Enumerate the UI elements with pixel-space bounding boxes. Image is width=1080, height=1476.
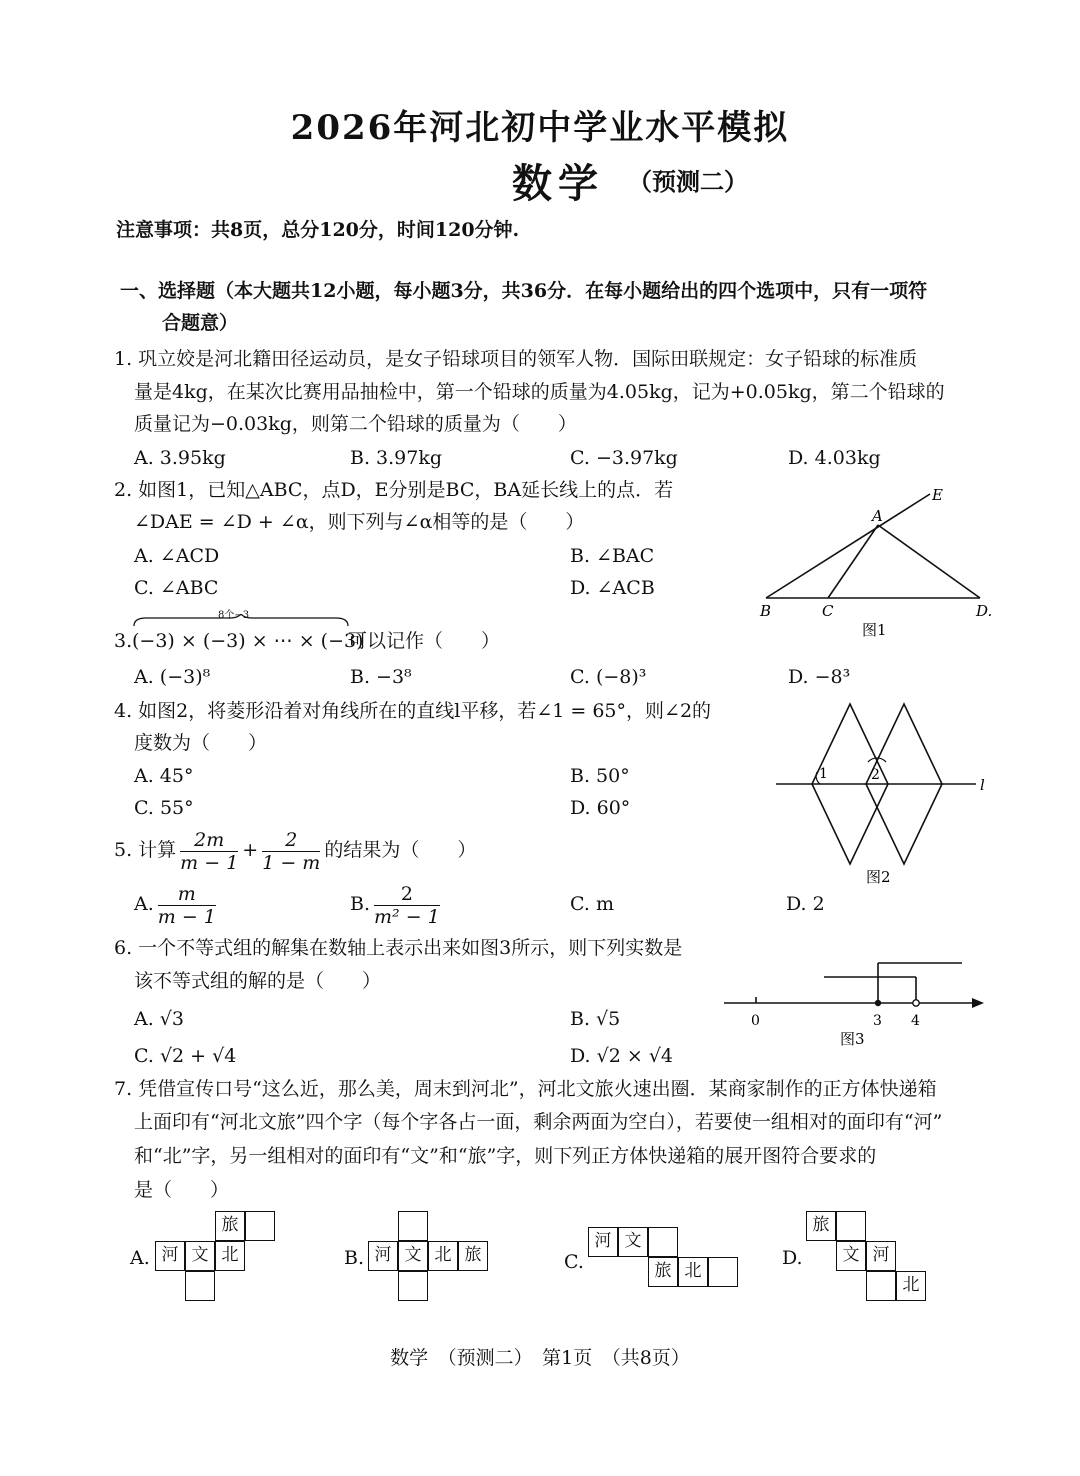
figure2-caption: 图2 bbox=[866, 868, 891, 886]
q4-option-a[interactable]: A. 45° bbox=[134, 765, 194, 787]
label-a: A bbox=[872, 507, 883, 525]
q4-option-c[interactable]: C. 55° bbox=[134, 797, 194, 819]
q5-option-b-fraction bbox=[374, 883, 440, 928]
q3-option-c[interactable]: C. (−8)³ bbox=[570, 666, 647, 688]
face-blank bbox=[398, 1211, 428, 1241]
point-3 bbox=[875, 1000, 881, 1006]
q5-option-a-label: A. bbox=[134, 893, 154, 915]
q6-option-d[interactable]: D. √2 × √4 bbox=[570, 1045, 674, 1067]
q6-line2: 该不等式组的解的是（ ） bbox=[134, 970, 382, 992]
subject-title: 数学 bbox=[512, 160, 604, 207]
face-bei: 北 bbox=[428, 1241, 458, 1271]
face-blank bbox=[866, 1271, 896, 1301]
q5-fraction-2 bbox=[262, 829, 320, 874]
q7-option-d-label[interactable]: D. bbox=[782, 1247, 803, 1269]
page-footer: 数学 （预测二） 第1页 （共8页） bbox=[390, 1347, 690, 1369]
q6-line1: 6. 一个不等式组的解集在数轴上表示出来如图3所示，则下列实数是 bbox=[114, 937, 683, 959]
q3-brace-label: 8个−3 bbox=[218, 610, 250, 621]
face-wen: 文 bbox=[618, 1227, 648, 1257]
angle2-label: 2 bbox=[871, 767, 880, 783]
point-4 bbox=[913, 1000, 919, 1006]
q3-stem: 可以记作（ ） bbox=[348, 630, 501, 652]
q5-suffix: 的结果为（ ） bbox=[324, 839, 477, 861]
q6-option-b[interactable]: B. √5 bbox=[570, 1008, 621, 1030]
q5-prefix: 5. 计算 bbox=[114, 839, 177, 861]
q5-fraction-1-num: 2m bbox=[180, 829, 238, 852]
q5-option-d[interactable]: D. 2 bbox=[786, 893, 825, 915]
q5-option-b[interactable] bbox=[350, 878, 444, 930]
section-heading-cont: 合题意） bbox=[162, 312, 239, 334]
edition-label: （预测二） bbox=[628, 167, 748, 196]
q2-line1: 2. 如图1，已知△ABC，点D，E分别是BC，BA延长线上的点．若 bbox=[114, 479, 674, 501]
q7-option-a-label[interactable]: A. bbox=[130, 1247, 150, 1269]
line-be bbox=[766, 494, 930, 598]
q3-option-d[interactable]: D. −8³ bbox=[788, 666, 851, 688]
q1-line2: 量是4kg，在某次比赛用品抽检中，第一个铅球的质量为4.05kg，记为+0.05kg，第二个铅球的 bbox=[134, 381, 945, 403]
q2-option-c[interactable]: C. ∠ABC bbox=[134, 577, 219, 599]
q5-option-b-den: m² − 1 bbox=[374, 905, 440, 928]
q7-line4: 是（ ） bbox=[134, 1179, 230, 1201]
face-lv: 旅 bbox=[215, 1211, 245, 1241]
q7-line3: 和“北”字，另一组相对的面印有“文”和“旅”字，则下列正方体快递箱的展开图符合要求的 bbox=[134, 1145, 877, 1167]
q2-option-d[interactable]: D. ∠ACB bbox=[570, 577, 655, 599]
q7-line1: 7. 凭借宣传口号“这么近，那么美，周末到河北”，河北文旅火速出圈．某商家制作的正方体快递箱 bbox=[114, 1078, 937, 1100]
q6-option-a[interactable]: A. √3 bbox=[134, 1008, 184, 1030]
angle1-label: 1 bbox=[819, 766, 828, 782]
tick-label-4: 4 bbox=[911, 1013, 920, 1029]
q4-line1: 4. 如图2，将菱形沿着对角线所在的直线l平移，若∠1 = 65°，则∠2的 bbox=[114, 700, 712, 722]
face-wen: 文 bbox=[398, 1241, 428, 1271]
q5-fraction-2-den: 1 − m bbox=[262, 851, 321, 874]
face-he: 河 bbox=[368, 1241, 398, 1271]
figure3-number-line bbox=[716, 955, 986, 1055]
face-wen: 文 bbox=[836, 1241, 866, 1271]
q5-option-b-num: 2 bbox=[374, 883, 440, 906]
q5-fraction-1-den: m − 1 bbox=[180, 851, 239, 874]
q1-option-d[interactable]: D. 4.03kg bbox=[788, 447, 881, 469]
figure1-triangle bbox=[750, 480, 1010, 650]
notice: 注意事项：共8页，总分120分，时间120分钟. bbox=[116, 219, 520, 241]
line-ad bbox=[878, 525, 980, 598]
q5-fraction-2-num: 2 bbox=[262, 829, 320, 852]
line-l-label: l bbox=[980, 776, 985, 794]
q5-option-c[interactable]: C. m bbox=[570, 893, 614, 915]
face-bei: 北 bbox=[678, 1257, 708, 1287]
face-blank bbox=[648, 1227, 678, 1257]
label-c: C bbox=[822, 602, 834, 620]
q6-option-c[interactable]: C. √2 + √4 bbox=[134, 1045, 237, 1067]
figure1-caption: 图1 bbox=[862, 621, 887, 639]
q4-option-d[interactable]: D. 60° bbox=[570, 797, 631, 819]
q5-option-a-num: m bbox=[158, 883, 216, 906]
q3-option-b[interactable]: B. −3⁸ bbox=[350, 666, 412, 688]
q4-option-b[interactable]: B. 50° bbox=[570, 765, 630, 787]
face-blank bbox=[245, 1211, 275, 1241]
q2-option-a[interactable]: A. ∠ACD bbox=[134, 545, 220, 567]
q3-option-a[interactable]: A. (−3)⁸ bbox=[134, 666, 211, 688]
line-ac bbox=[828, 525, 878, 598]
q1-line3: 质量记为−0.03kg，则第二个铅球的质量为（ ） bbox=[134, 413, 577, 435]
figure3-caption: 图3 bbox=[840, 1030, 865, 1048]
face-blank bbox=[398, 1271, 428, 1301]
q7-line2: 上面印有“河北文旅”四个字（每个字各占一面，剩余两面为空白），若要使一组相对的面印有“河” bbox=[134, 1111, 943, 1133]
section-heading: 一、选择题（本大题共12小题，每小题3分，共36分．在每小题给出的四个选项中，只有一项符 bbox=[120, 280, 928, 302]
face-he: 河 bbox=[866, 1241, 896, 1271]
q1-option-c[interactable]: C. −3.97kg bbox=[570, 447, 678, 469]
face-lv: 旅 bbox=[806, 1211, 836, 1241]
q1-option-b[interactable]: B. 3.97kg bbox=[350, 447, 443, 469]
q5-option-a[interactable] bbox=[134, 878, 220, 930]
face-lv: 旅 bbox=[458, 1241, 488, 1271]
label-d: D. bbox=[976, 602, 993, 620]
q5-fraction-1 bbox=[180, 829, 238, 874]
q7-option-c-label[interactable]: C. bbox=[564, 1251, 584, 1273]
face-bei: 北 bbox=[215, 1241, 245, 1271]
q5-option-a-fraction bbox=[158, 883, 216, 928]
label-e: E bbox=[932, 486, 943, 504]
figure2-rhombus bbox=[770, 700, 990, 890]
q4-line2: 度数为（ ） bbox=[134, 732, 268, 754]
q1-line1: 1. 巩立姣是河北籍田径运动员，是女子铅球项目的领军人物．国际田联规定：女子铅球的标准质 bbox=[114, 348, 918, 370]
q5-option-a-den: m − 1 bbox=[157, 905, 216, 928]
face-he: 河 bbox=[588, 1227, 618, 1257]
exam-title: 2026年河北初中学业水平模拟 bbox=[290, 108, 790, 148]
q2-line2: ∠DAE = ∠D + ∠α，则下列与∠α相等的是（ ） bbox=[134, 511, 585, 533]
q5-plus: + bbox=[242, 839, 259, 861]
face-blank bbox=[836, 1211, 866, 1241]
face-blank bbox=[708, 1257, 738, 1287]
q1-option-a[interactable]: A. 3.95kg bbox=[134, 447, 226, 469]
face-lv: 旅 bbox=[648, 1257, 678, 1287]
q5-stem bbox=[114, 824, 476, 876]
face-wen: 文 bbox=[185, 1241, 215, 1271]
axis-arrow-icon bbox=[972, 998, 984, 1008]
label-b: B bbox=[760, 602, 772, 620]
q3-expression: (−3) × (−3) × ⋯ × (−3) bbox=[132, 630, 364, 652]
face-bei: 北 bbox=[896, 1271, 926, 1301]
q7-option-b-label[interactable]: B. bbox=[344, 1247, 365, 1269]
q5-option-b-label: B. bbox=[350, 893, 371, 915]
q3-number: 3. bbox=[114, 630, 133, 652]
face-he: 河 bbox=[155, 1241, 185, 1271]
q2-option-b[interactable]: B. ∠BAC bbox=[570, 545, 655, 567]
tick-label-0: 0 bbox=[751, 1013, 760, 1029]
face-blank bbox=[185, 1271, 215, 1301]
tick-label-3: 3 bbox=[873, 1013, 882, 1029]
